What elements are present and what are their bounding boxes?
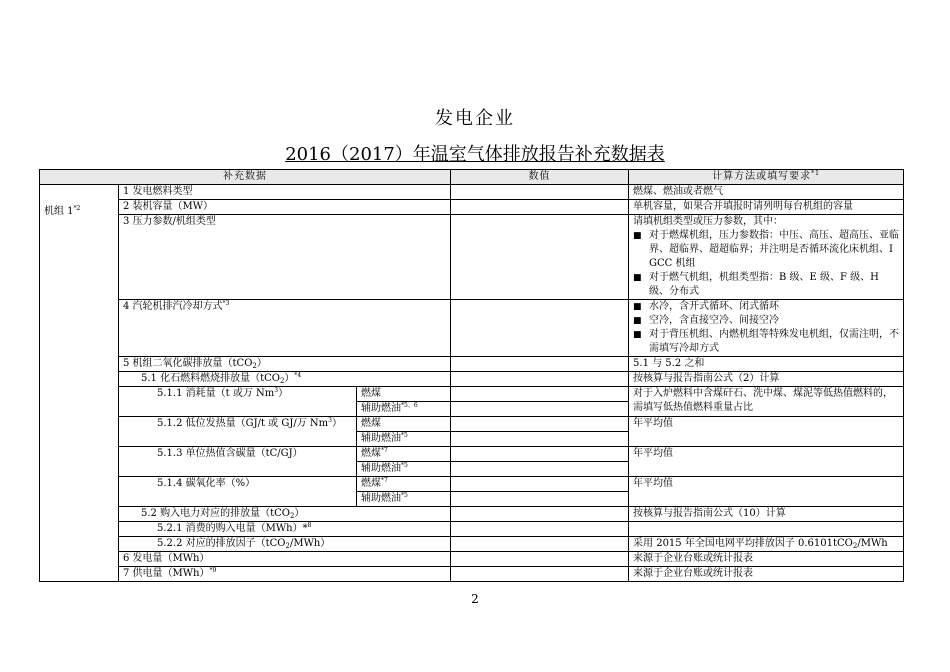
row-label: 2 装机容量（MW） [119,200,451,215]
value-cell[interactable] [451,537,629,552]
method-cell: 年平均值 [629,477,904,507]
value-cell[interactable] [451,447,629,462]
table-row [40,372,904,387]
row-label: 6 发电量（MWh） [119,552,451,567]
table-row [40,417,904,432]
method-cell: 来源于企业台账或统计报表 [629,552,904,567]
fuel-label: 燃煤 [357,417,451,432]
row-label: 4 汽轮机排汽冷却方式$^{*3}$ [119,300,451,357]
row-label: 1 发电燃料类型 [119,185,451,200]
table-row [40,507,904,522]
supplementary-data-table [39,169,904,582]
table-row [40,185,904,200]
value-cell[interactable] [451,492,629,507]
header-method: 计算方法或填写要求$^{*1}$ [629,170,904,185]
value-cell[interactable] [451,357,629,372]
table-row [40,387,904,402]
method-cell: 按核算与报告指南公式（10）计算 [629,507,904,522]
row-label: 5.1.1 消耗量（t 或万 Nm$^3$） [119,387,357,417]
fuel-label: 燃煤 [357,387,451,402]
value-cell[interactable] [451,507,629,522]
row-label: 5 机组二氧化碳排放量（tCO$_2$） [119,357,451,372]
value-cell[interactable] [451,300,629,357]
table-row [40,477,904,492]
row-label: 5.2.2 对应的排放因子（tCO$_2$/MWh） [119,537,451,552]
fuel-label: 辅助燃油$^{*5}$ [357,462,451,477]
value-cell[interactable] [451,417,629,432]
table-row [40,522,904,537]
square-bullet-icon: ■ [633,302,642,312]
fuel-label: 辅助燃油$^{*5}$ [357,492,451,507]
value-cell[interactable] [451,432,629,447]
method-cell [629,522,904,537]
value-cell[interactable] [451,552,629,567]
table-row [40,567,904,582]
row-label: 3 压力参数/机组类型 [119,215,451,300]
list-item: ■ 水冷，含开式循环、闭式循环 [633,301,780,312]
method-cell: 来源于企业台账或统计报表 [629,567,904,582]
method-cell [629,215,904,300]
table-row [40,300,904,357]
row-label: 5.1.4 碳氧化率（%） [119,477,357,507]
list-item: ■ 对于燃气机组，机组类型指：B 级、E 级、F 级、H 级、分布式 [633,272,879,297]
value-cell[interactable] [451,462,629,477]
method-cell: 年平均值 [629,417,904,447]
document-title: 2016（2017）年温室气体排放报告补充数据表 [285,144,665,165]
fuel-label: 辅助燃油$^{*5}$ [357,432,451,447]
header-supplementary-data: 补充数据 [40,170,451,185]
method-cell: 5.1 与 5.2 之和 [629,357,904,372]
list-item: ■ 对于背压机组、内燃机组等特殊发电机组，仅需注明，不需填写冷却方式 [633,329,900,354]
list-item: ■ 对于燃煤机组，压力参数指：中压、高压、超高压、亚临界、超临界、超超临界；并注明是否循环流化床机组、IGCC 机组 [633,230,900,269]
square-bullet-icon: ■ [633,273,642,283]
value-cell[interactable] [451,522,629,537]
row-label: 5.1.2 低位发热量（GJ/t 或 GJ/万 Nm$^3$） [119,417,357,447]
row-label: 5.1 化石燃料燃烧排放量$(tCO_2)^{*4}$ [119,372,451,387]
method-cell: 年平均值 [629,447,904,477]
fuel-label: 辅助燃油$^{*5、6}$ [357,402,451,417]
method-cell: 按核算与报告指南公式（2）计算 [629,372,904,387]
value-cell[interactable] [451,372,629,387]
method-cell: 采用 2015 年全国电网平均排放因子 0.6101tCO$_2$/MWh [629,537,904,552]
value-cell[interactable] [451,185,629,200]
list-item: ■ 空冷，含直接空冷、间接空冷 [633,315,780,326]
square-bullet-icon: ■ [633,316,642,326]
header-value: 数值 [451,170,629,185]
value-cell[interactable] [451,387,629,402]
square-bullet-icon: ■ [633,231,642,241]
square-bullet-icon: ■ [633,330,642,340]
method-intro: 请填机组类型或压力参数，其中： [633,216,784,227]
table-row [40,215,904,300]
value-cell[interactable] [451,200,629,215]
row-label: 5.2 购入电力对应的排放量（tCO$_2$） [119,507,451,522]
table-row [40,357,904,372]
unit-label-cell: 机组 1$^{*2}$ [40,185,119,582]
row-label: 5.1.3 单位热值含碳量（tC/GJ） [119,447,357,477]
row-label: 7 供电量（MWh）$^{*9}$ [119,567,451,582]
fuel-label: 燃煤$^{*7}$ [357,447,451,462]
document-heading: 发电企业 [435,108,515,129]
method-cell: 对于入炉燃料中含煤矸石、洗中煤、煤泥等低热值燃料的，需填写低热值燃料重量占比 [629,387,904,417]
method-cell [629,300,904,357]
table-row [40,447,904,462]
value-cell[interactable] [451,402,629,417]
fuel-label: 燃煤$^{*7}$ [357,477,451,492]
value-cell[interactable] [451,567,629,582]
value-cell[interactable] [451,215,629,300]
table-row [40,537,904,552]
table-row [40,552,904,567]
value-cell[interactable] [451,477,629,492]
method-cell: 燃煤、燃油或者燃气 [629,185,904,200]
table-row [40,200,904,215]
table-header-row [40,170,904,185]
row-label: 5.2.1 消费的购入电量（MWh）*$^8$ [119,522,451,537]
page-number: 2 [471,592,479,606]
method-cell: 单机容量，如果合并填报时请列明每台机组的容量 [629,200,904,215]
